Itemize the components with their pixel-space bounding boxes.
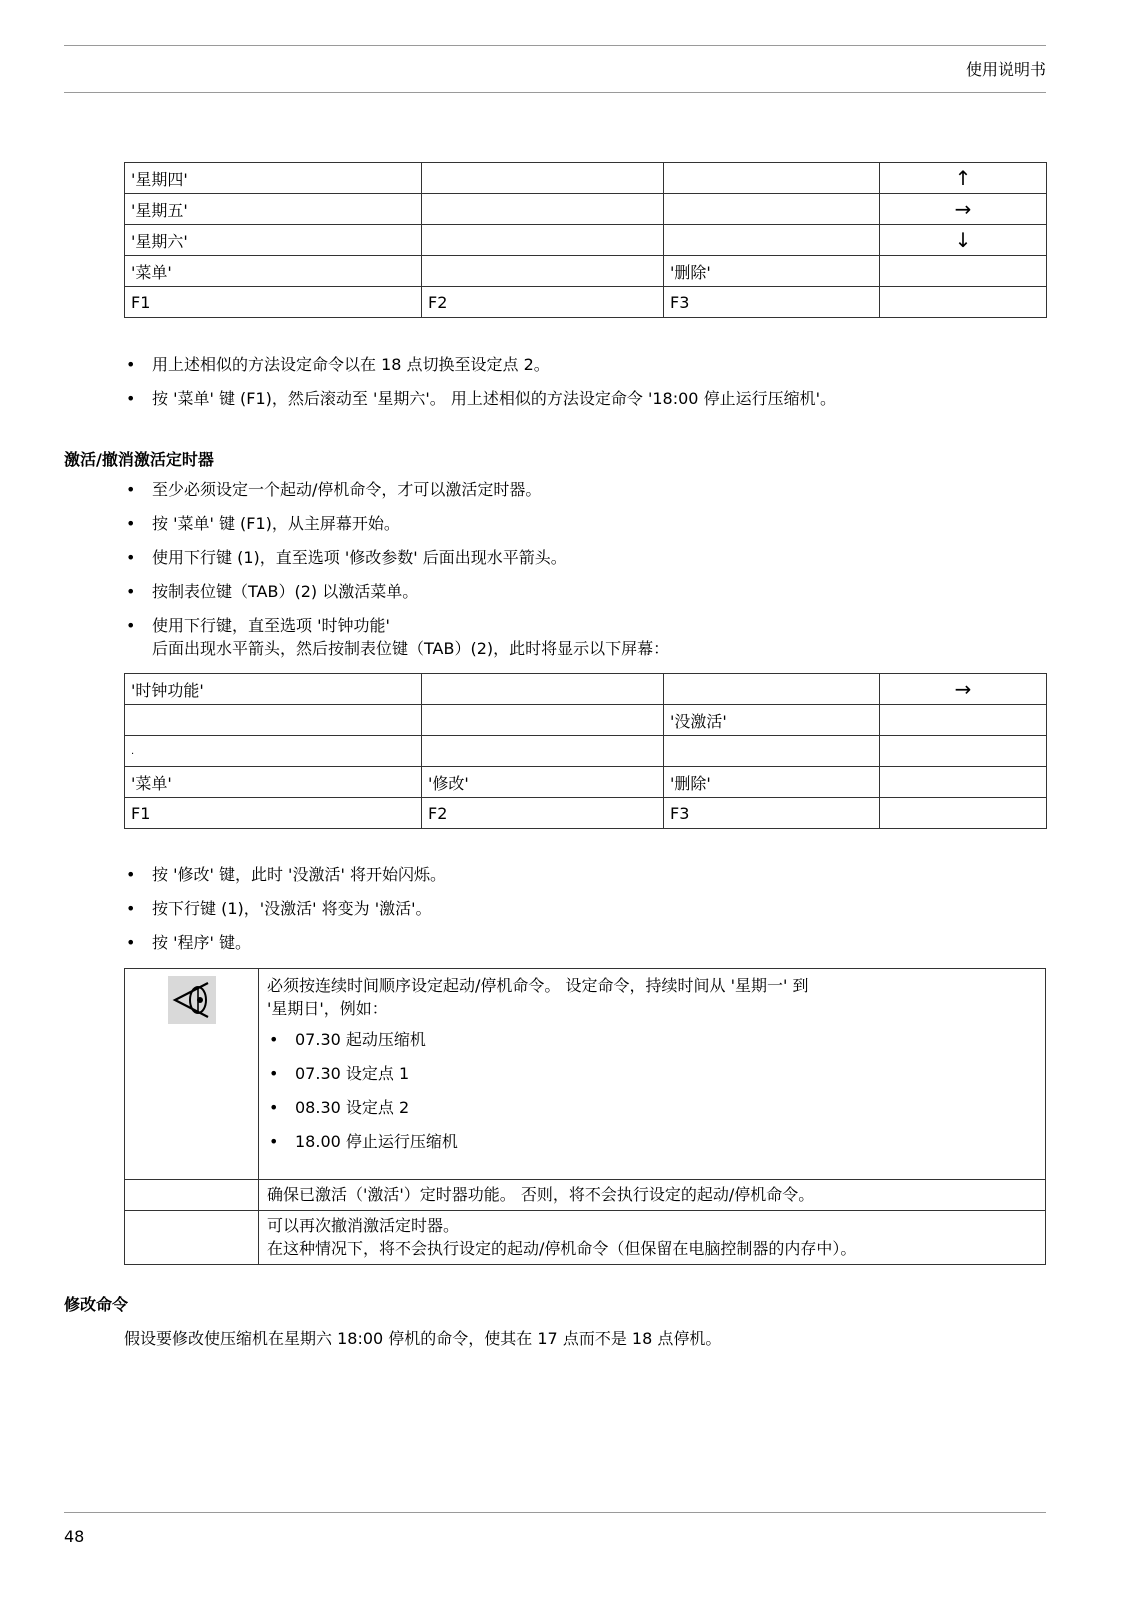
table-cell: '删除' (664, 767, 880, 798)
arrow-right-icon: → (880, 674, 1047, 705)
eye-icon (168, 976, 216, 1024)
table-cell (664, 163, 880, 194)
section-body-modify: 假设要修改使压缩机在星期六 18:00 停机的命令，使其在 17 点而不是 18 点停机。 (124, 1329, 722, 1348)
bullet-list-setpoint (124, 353, 1054, 421)
table-cell (422, 256, 664, 287)
table-row (125, 225, 1047, 256)
table-cell (422, 194, 664, 225)
table-cell (880, 736, 1047, 767)
table-row (125, 1211, 1046, 1265)
table-cell (125, 705, 422, 736)
table-cell: F3 (664, 287, 880, 318)
table-cell: '没激活' (664, 705, 880, 736)
table-cell: '星期六' (125, 225, 422, 256)
list-item: • 至少必须设定一个起动/停机命令，才可以激活定时器。 (124, 478, 1054, 501)
note-text-cell (259, 969, 1046, 1180)
table-cell (259, 1180, 1046, 1211)
table-row (125, 969, 1046, 1180)
table-cell: '菜单' (125, 256, 422, 287)
table-cell (664, 194, 880, 225)
note-line: 在这种情况下，将不会执行设定的起动/停机命令（但保留在电脑控制器的内存中）。 (267, 1239, 857, 1258)
bullet-list-timer-steps (124, 478, 1054, 671)
table-cell: '删除' (664, 256, 880, 287)
table-cell (664, 674, 880, 705)
list-item-line: 后面出现水平箭头，然后按制表位键（TAB）(2)，此时将显示以下屏幕： (152, 639, 670, 658)
table-cell: '星期四' (125, 163, 422, 194)
list-item: • 用上述相似的方法设定命令以在 18 点切换至设定点 2。 (124, 353, 1054, 376)
table-cell: F1 (125, 287, 422, 318)
table-cell (880, 256, 1047, 287)
list-item: • 按 '菜单' 键 (F1)，然后滚动至 '星期六'。 用上述相似的方法设定命令 '18:00 停止运行压缩机'。 (124, 387, 1054, 410)
note-line: 可以再次撤消激活定时器。 (267, 1216, 460, 1235)
arrow-up-icon: ↑ (880, 163, 1047, 194)
list-item: • 按 '程序' 键。 (124, 931, 1054, 954)
list-item: • 07.30 设定点 1 (267, 1062, 1045, 1085)
list-item: • 按 '菜单' 键 (F1)，从主屏幕开始。 (124, 512, 1054, 535)
section-title-modify: 修改命令 (64, 1295, 129, 1314)
section-title-timer: 激活/撤消激活定时器 (64, 450, 214, 469)
table-row (125, 736, 1047, 767)
table-row (125, 194, 1047, 225)
footer-rule (64, 1512, 1046, 1513)
list-item: • 07.30 起动压缩机 (267, 1028, 1045, 1051)
arrow-right-icon: → (880, 194, 1047, 225)
table-row (125, 798, 1047, 829)
table-cell: '菜单' (125, 767, 422, 798)
table-cell: '修改' (422, 767, 664, 798)
note-intro-line: '星期日'，例如： (267, 999, 388, 1018)
table-cell: '星期五' (125, 194, 422, 225)
header-rule-top (64, 45, 1046, 46)
list-item-line: 使用下行键，直至选项 '时钟功能' (152, 616, 390, 635)
screen-table-clock-function (124, 673, 1047, 829)
table-row (125, 163, 1047, 194)
table-row (125, 256, 1047, 287)
list-item: • 按下行键 (1)，'没激活' 将变为 '激活'。 (124, 897, 1054, 920)
note-icon-cell (125, 969, 259, 1180)
table-cell: F3 (664, 798, 880, 829)
table-cell (422, 225, 664, 256)
table-cell (880, 705, 1047, 736)
arrow-down-icon: ↓ (880, 225, 1047, 256)
list-item (124, 614, 1054, 660)
table-cell (422, 674, 664, 705)
table-cell (664, 736, 880, 767)
table-cell (422, 163, 664, 194)
table-row (125, 674, 1047, 705)
table-cell (125, 1211, 259, 1265)
table-cell (125, 1180, 259, 1211)
table-cell (259, 1211, 1046, 1265)
bullet-list-activate (124, 863, 1054, 965)
table-cell (422, 705, 664, 736)
note-example-list (259, 1028, 1045, 1153)
table-cell: F2 (422, 798, 664, 829)
table-cell (880, 287, 1047, 318)
table-cell: F2 (422, 287, 664, 318)
table-cell (880, 798, 1047, 829)
table-cell: '时钟功能' (125, 674, 422, 705)
table-cell (664, 225, 880, 256)
table-row (125, 705, 1047, 736)
table-row (125, 767, 1047, 798)
table-cell: F1 (125, 798, 422, 829)
page-number: 48 (64, 1527, 85, 1546)
note-intro-line: 必须按连续时间顺序设定起动/停机命令。 设定命令，持续时间从 '星期一' 到 (267, 976, 809, 995)
list-item: • 18.00 停止运行压缩机 (267, 1130, 1045, 1153)
note-warning: 确保已激活（'激活'）定时器功能。 否则，将不会执行设定的起动/停机命令。 (267, 1185, 815, 1204)
list-item: • 按制表位键（TAB）(2) 以激活菜单。 (124, 580, 1054, 603)
header-title: 使用说明书 (965, 60, 1046, 79)
note-intro (259, 969, 1045, 1020)
note-deactivate (259, 1211, 1045, 1260)
list-item: • 使用下行键 (1)，直至选项 '修改参数' 后面出现水平箭头。 (124, 546, 1054, 569)
table-row (125, 287, 1047, 318)
table-cell (422, 736, 664, 767)
table-cell: . (125, 736, 422, 767)
note-table (124, 968, 1046, 1265)
header-rule-bottom (64, 92, 1046, 93)
list-item: • 08.30 设定点 2 (267, 1096, 1045, 1119)
table-row (125, 1180, 1046, 1211)
table-cell (880, 767, 1047, 798)
screen-table-weekdays (124, 162, 1047, 318)
list-item: • 按 '修改' 键，此时 '没激活' 将开始闪烁。 (124, 863, 1054, 886)
eye-icon-graphic (168, 976, 216, 1024)
